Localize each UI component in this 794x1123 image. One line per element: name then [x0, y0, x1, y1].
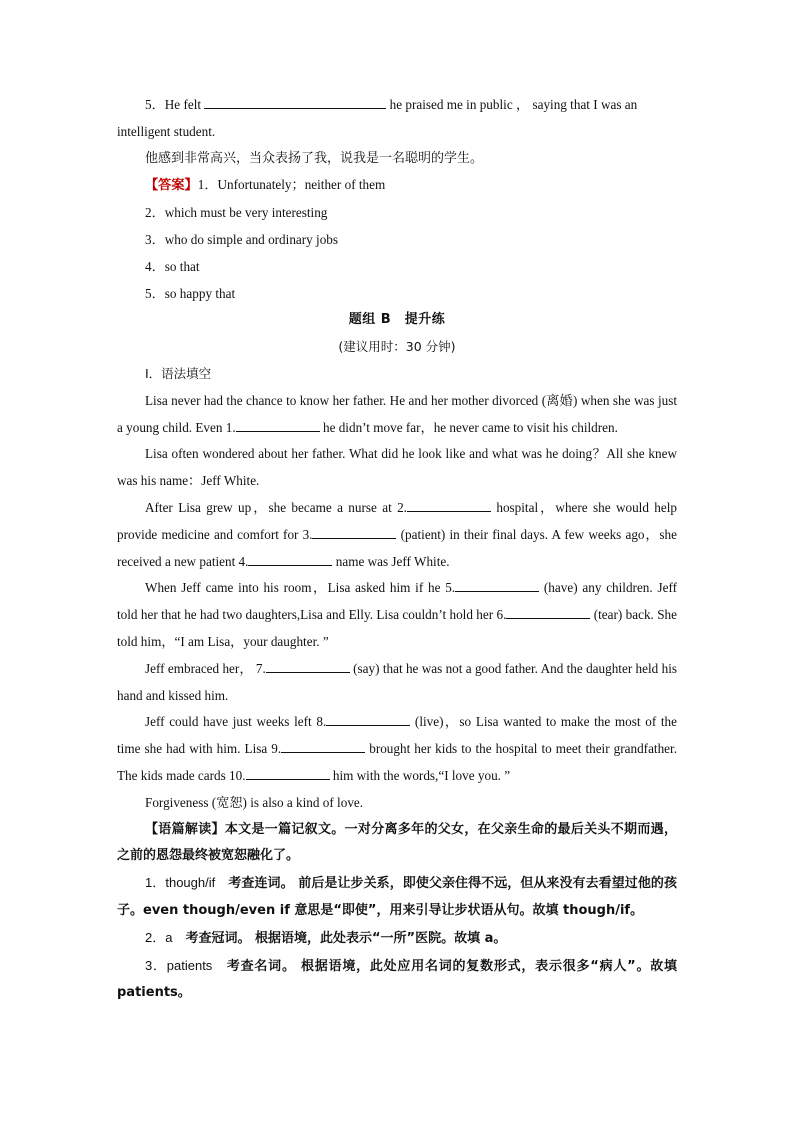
passage-paragraph-6: Jeff could have just weeks left 8. (live)，so Lisa wanted to make the most of the time she had with him. Lisa 9. brought her kids to the hospital to meet their grandfather. The kids made cards 10. him with the words,“I love you. ”	[117, 709, 677, 789]
answer-2: 2．which must be very interesting	[145, 205, 328, 221]
analysis-tag: 【语篇解读】	[145, 821, 225, 837]
passage-paragraph-7: Forgiveness (宽恕) is also a kind of love.	[145, 794, 364, 810]
question-5-chinese: 他感到非常高兴，当众表扬了我，说我是一名聪明的学生。	[145, 150, 484, 166]
analysis-summary: 【语篇解读】本文是一篇记叙文。一对分离多年的父女，在父亲生命的最后关头不期而遇，之前的恩怨最终被宽恕融化了。	[117, 821, 677, 864]
blank-9	[281, 738, 365, 753]
analysis-item-3: 3．patients 考查名词。 根据语境，此处应用名词的复数形式，表示很多“病人”。故填 patients。	[117, 957, 677, 1001]
answer-tag: 【答案】	[145, 178, 198, 194]
section-title: Ⅰ．语法填空	[145, 365, 212, 381]
document-content	[117, 92, 677, 1007]
answer-4: 4．so that	[145, 258, 200, 274]
blank-8	[326, 711, 410, 726]
q5-blank	[204, 94, 386, 109]
analysis-item-1: 1．though/if 考查连词。 前后是让步关系，即使父亲住得不远，但从来没有去看望过他的孩子。even though/even if 意思是“即使”，用来引导让步状语从句。故填 though/if。	[117, 875, 677, 918]
answer-5: 5．so happy that	[145, 285, 236, 301]
blank-1	[236, 417, 320, 432]
blank-6	[506, 604, 590, 619]
passage-paragraph-1: Lisa never had the chance to know her father. He and her mother divorced (离婚) when she was just a young child. Even 1. he didn’t move far，he never came to visit his children.	[117, 392, 677, 435]
analysis-item-2: 2．a 考查冠词。 根据语境，此处表示“一所”医院。故填 a。	[145, 929, 507, 946]
blank-7	[266, 658, 350, 673]
blank-2	[407, 497, 491, 512]
blank-3	[312, 524, 396, 539]
passage-paragraph-5: Jeff embraced her， 7. (say) that he was not a good father. And the daughter held his hand and kissed him.	[117, 656, 677, 710]
group-b-time: (建议用时：30 分钟)	[338, 339, 456, 355]
group-b-title: 题组 B 提升练	[348, 312, 446, 328]
answer-1: 【答案】1．Unfortunately；neither of them	[145, 177, 386, 194]
q5-suffix: he praised me in public ， saying that I was an	[389, 97, 638, 112]
blank-4	[248, 551, 332, 566]
question-5	[117, 92, 677, 119]
answer-3: 3．who do simple and ordinary jobs	[145, 231, 339, 247]
blank-5	[455, 577, 539, 592]
passage-paragraph-2: Lisa often wondered about her father. What did he look like and what was he doing？All she knew was his name：Jeff White.	[117, 446, 677, 489]
question-5-line2: intelligent student.	[117, 123, 216, 139]
q5-prefix: 5．He felt	[145, 97, 202, 112]
passage-paragraph-4: When Jeff came into his room，Lisa asked him if he 5. (have) any children. Jeff told her that he had two daughters,Lisa and Elly. Lisa couldn’t hold her 6. (tear) back. She told him，“I am Lisa，your daughter. ”	[117, 575, 677, 655]
blank-10	[246, 765, 330, 780]
passage-paragraph-3: After Lisa grew up，she became a nurse at 2. hospital，where she would help provide medicine and comfort for 3. (patient) in their final days. A few weeks ago，she received a new patient 4. name was Jeff White.	[117, 495, 677, 575]
